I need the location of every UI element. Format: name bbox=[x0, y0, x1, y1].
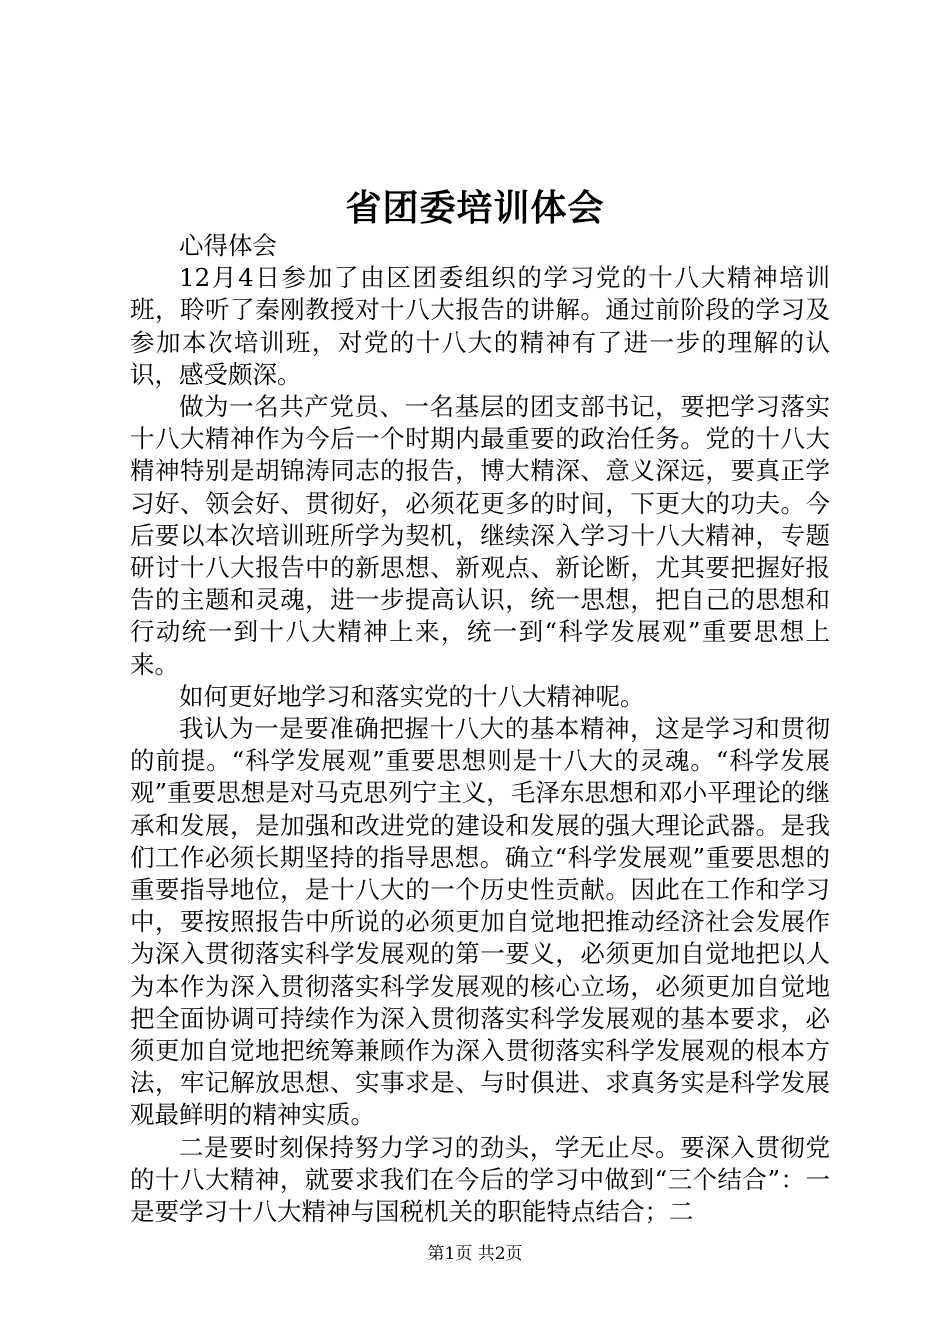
paragraph: 我认为一是要准确把握十八大的基本精神，这是学习和贯彻的前提。“科学发展观”重要思想则是十八大的灵魂。“科学发展观”重要思想是对马克思列宁主义，毛泽东思想和邓小平理论的继承和发展，是加强和改进党的建设和发展的强大理论武器。是我们工作必须长期坚持的指导思想。确立“科学发展观”重要思想的重要指导地位，是十八大的一个历史性贡献。因此在工作和学习中，要按照报告中所说的必须更加自觉地把推动经济社会发展作为深入贯彻落实科学发展观的第一要义，必须更加自觉地把以人为本作为深入贯彻落实科学发展观的核心立场，必须更加自觉地把全面协调可持续作为深入贯彻落实科学发展观的基本要求，必须更加自觉地把统筹兼顾作为深入贯彻落实科学发展观的根本方法，牢记解放思想、实事求是、与时俱进、求真务实是科学发展观最鲜明的精神实质。 bbox=[130, 714, 830, 1130]
page-footer: 第1页 共2页 bbox=[427, 1244, 523, 1264]
document-body bbox=[130, 230, 830, 1228]
paragraph: 12月4日参加了由区团委组织的学习党的十八大精神培训班，聆听了秦刚教授对十八大报告的讲解。通过前阶段的学习及参加本次培训班，对党的十八大的精神有了进一步的理解的认识，感受颇深。 bbox=[130, 263, 830, 389]
paragraph: 做为一名共产党员、一名基层的团支部书记，要把学习落实十八大精神作为今后一个时期内最重要的政治任务。党的十八大精神特别是胡锦涛同志的报告，博大精深、意义深远，要真正学习好、领会好、贯彻好，必须花更多的时间，下更大的功夫。今后要以本次培训班所学为契机，继续深入学习十八大精神，专题研讨十八大报告中的新思想、新观点、新论断，尤其要把握好报告的主题和灵魂，进一步提高认识，统一思想，把自己的思想和行动统一到十八大精神上来，统一到“科学发展观”重要思想上来。 bbox=[130, 392, 830, 679]
document-title: 省团委培训体会 bbox=[345, 187, 605, 229]
paragraph: 心得体会 bbox=[179, 231, 277, 260]
paragraph: 如何更好地学习和落实党的十八大精神呢。 bbox=[179, 681, 645, 711]
paragraph: 二是要时刻保持努力学习的劲头，学无止尽。要深入贯彻党的十八大精神，就要求我们在今后的学习中做到“三个结合”：一是要学习十八大精神与国税机关的职能特点结合；二 bbox=[130, 1132, 830, 1227]
